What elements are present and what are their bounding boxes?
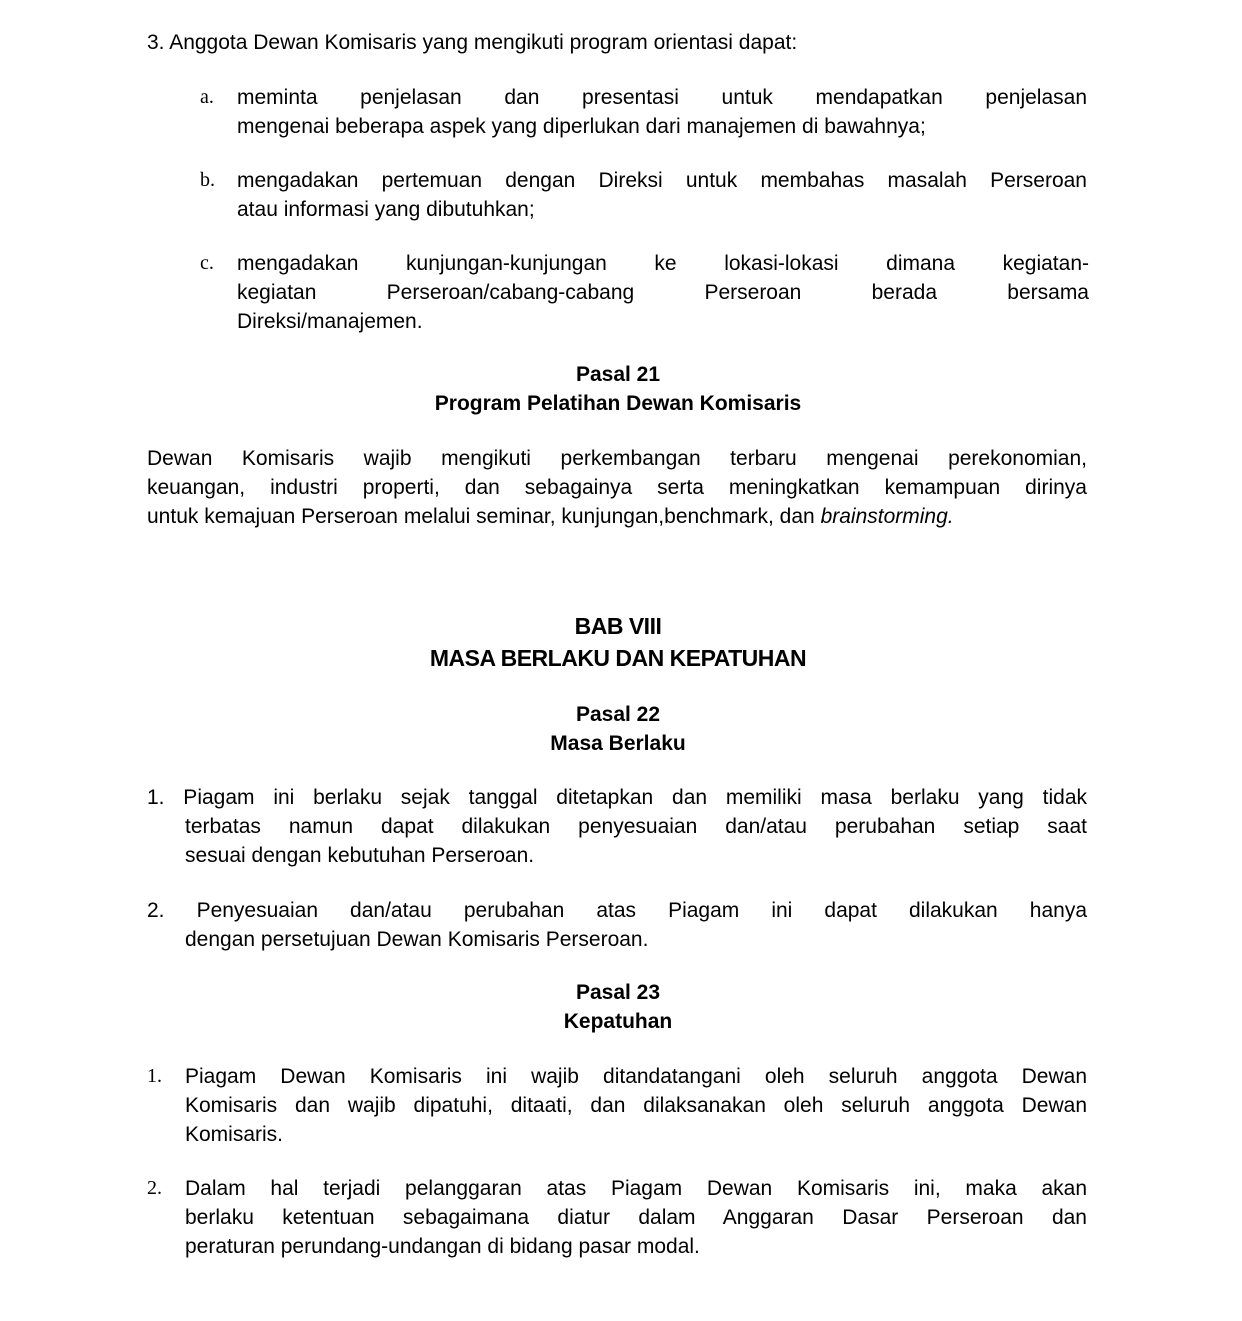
pasal-23-title: Kepatuhan	[563, 1010, 673, 1033]
paragraph-line: Dewan Komisaris wajib mengikuti perkembangan terbaru mengenai perekonomian,	[147, 447, 1087, 470]
list-item	[185, 1174, 1087, 1261]
pasal-22-title: Masa Berlaku	[550, 732, 686, 755]
list-item	[185, 1062, 1087, 1149]
list-item	[237, 166, 1087, 224]
list-item-line: dengan persetujuan Dewan Komisaris Perseroan.	[185, 928, 649, 951]
list-item-line: mengadakan kunjungan-kunjungan ke lokasi-lokasi dimana kegiatan-	[237, 252, 1089, 275]
list-item-line: Dalam hal terjadi pelanggaran atas Piagam Dewan Komisaris ini, maka akan	[185, 1177, 1087, 1200]
list-item	[147, 896, 1087, 954]
list-item-line: Komisaris dan wajib dipatuhi, ditaati, dan dilaksanakan oleh seluruh anggota Dewan	[185, 1094, 1087, 1117]
list-item-line: Piagam Dewan Komisaris ini wajib ditandatangani oleh seluruh anggota Dewan	[185, 1065, 1087, 1088]
list-item-line: mengenai beberapa aspek yang diperlukan dari manajemen di bawahnya;	[237, 115, 926, 138]
list-item-line: 1. Piagam ini berlaku sejak tanggal ditetapkan dan memiliki masa berlaku yang tidak	[147, 786, 1087, 809]
list-item-line: Komisaris.	[185, 1123, 284, 1146]
paragraph-line-text: untuk kemajuan Perseroan melalui seminar, kunjungan,benchmark, dan	[147, 505, 821, 528]
list-item-line: atau informasi yang dibutuhkan;	[237, 198, 535, 221]
list-item-line: peraturan perundang-undangan di bidang pasar modal.	[185, 1235, 700, 1258]
list-item	[147, 783, 1087, 870]
list-marker: 2.	[147, 1177, 162, 1199]
list-marker: c.	[200, 252, 214, 274]
list-marker: 1.	[147, 1065, 162, 1087]
chapter-title: MASA BERLAKU DAN KEPATUHAN	[429, 645, 807, 671]
orientation-intro: 3. Anggota Dewan Komisaris yang mengikuti program orientasi dapat:	[147, 31, 798, 54]
list-item-line: Direksi/manajemen.	[237, 310, 423, 333]
list-item-line: terbatas namun dapat dilakukan penyesuaian dan/atau perubahan setiap saat	[185, 815, 1087, 838]
list-item-line: 2. Penyesuaian dan/atau perubahan atas Piagam ini dapat dilakukan hanya	[147, 899, 1087, 922]
pasal-23-number: Pasal 23	[575, 981, 661, 1004]
list-item-line: mengadakan pertemuan dengan Direksi untuk membahas masalah Perseroan	[237, 169, 1087, 192]
list-item-line: meminta penjelasan dan presentasi untuk mendapatkan penjelasan	[237, 86, 1087, 109]
pasal-22-number: Pasal 22	[575, 703, 661, 726]
list-marker: a.	[200, 86, 214, 108]
paragraph-line	[147, 502, 1087, 531]
pasal-21-title: Program Pelatihan Dewan Komisaris	[434, 392, 802, 415]
list-item-line: sesuai dengan kebutuhan Perseroan.	[185, 844, 535, 867]
list-item	[237, 249, 1089, 336]
list-item	[237, 83, 1087, 141]
pasal-21-paragraph	[147, 444, 1087, 531]
chapter-number: BAB VIII	[574, 613, 662, 639]
paragraph-line: keuangan, industri properti, dan sebagainya serta meningkatkan kemampuan dirinya	[147, 476, 1087, 499]
list-item-line: kegiatan Perseroan/cabang-cabang Perseroan berada bersama	[237, 281, 1089, 304]
list-marker: b.	[200, 169, 215, 191]
pasal-21-number: Pasal 21	[575, 363, 661, 386]
italic-term: brainstorming.	[820, 505, 954, 528]
list-item-line: berlaku ketentuan sebagaimana diatur dalam Anggaran Dasar Perseroan dan	[185, 1206, 1087, 1229]
